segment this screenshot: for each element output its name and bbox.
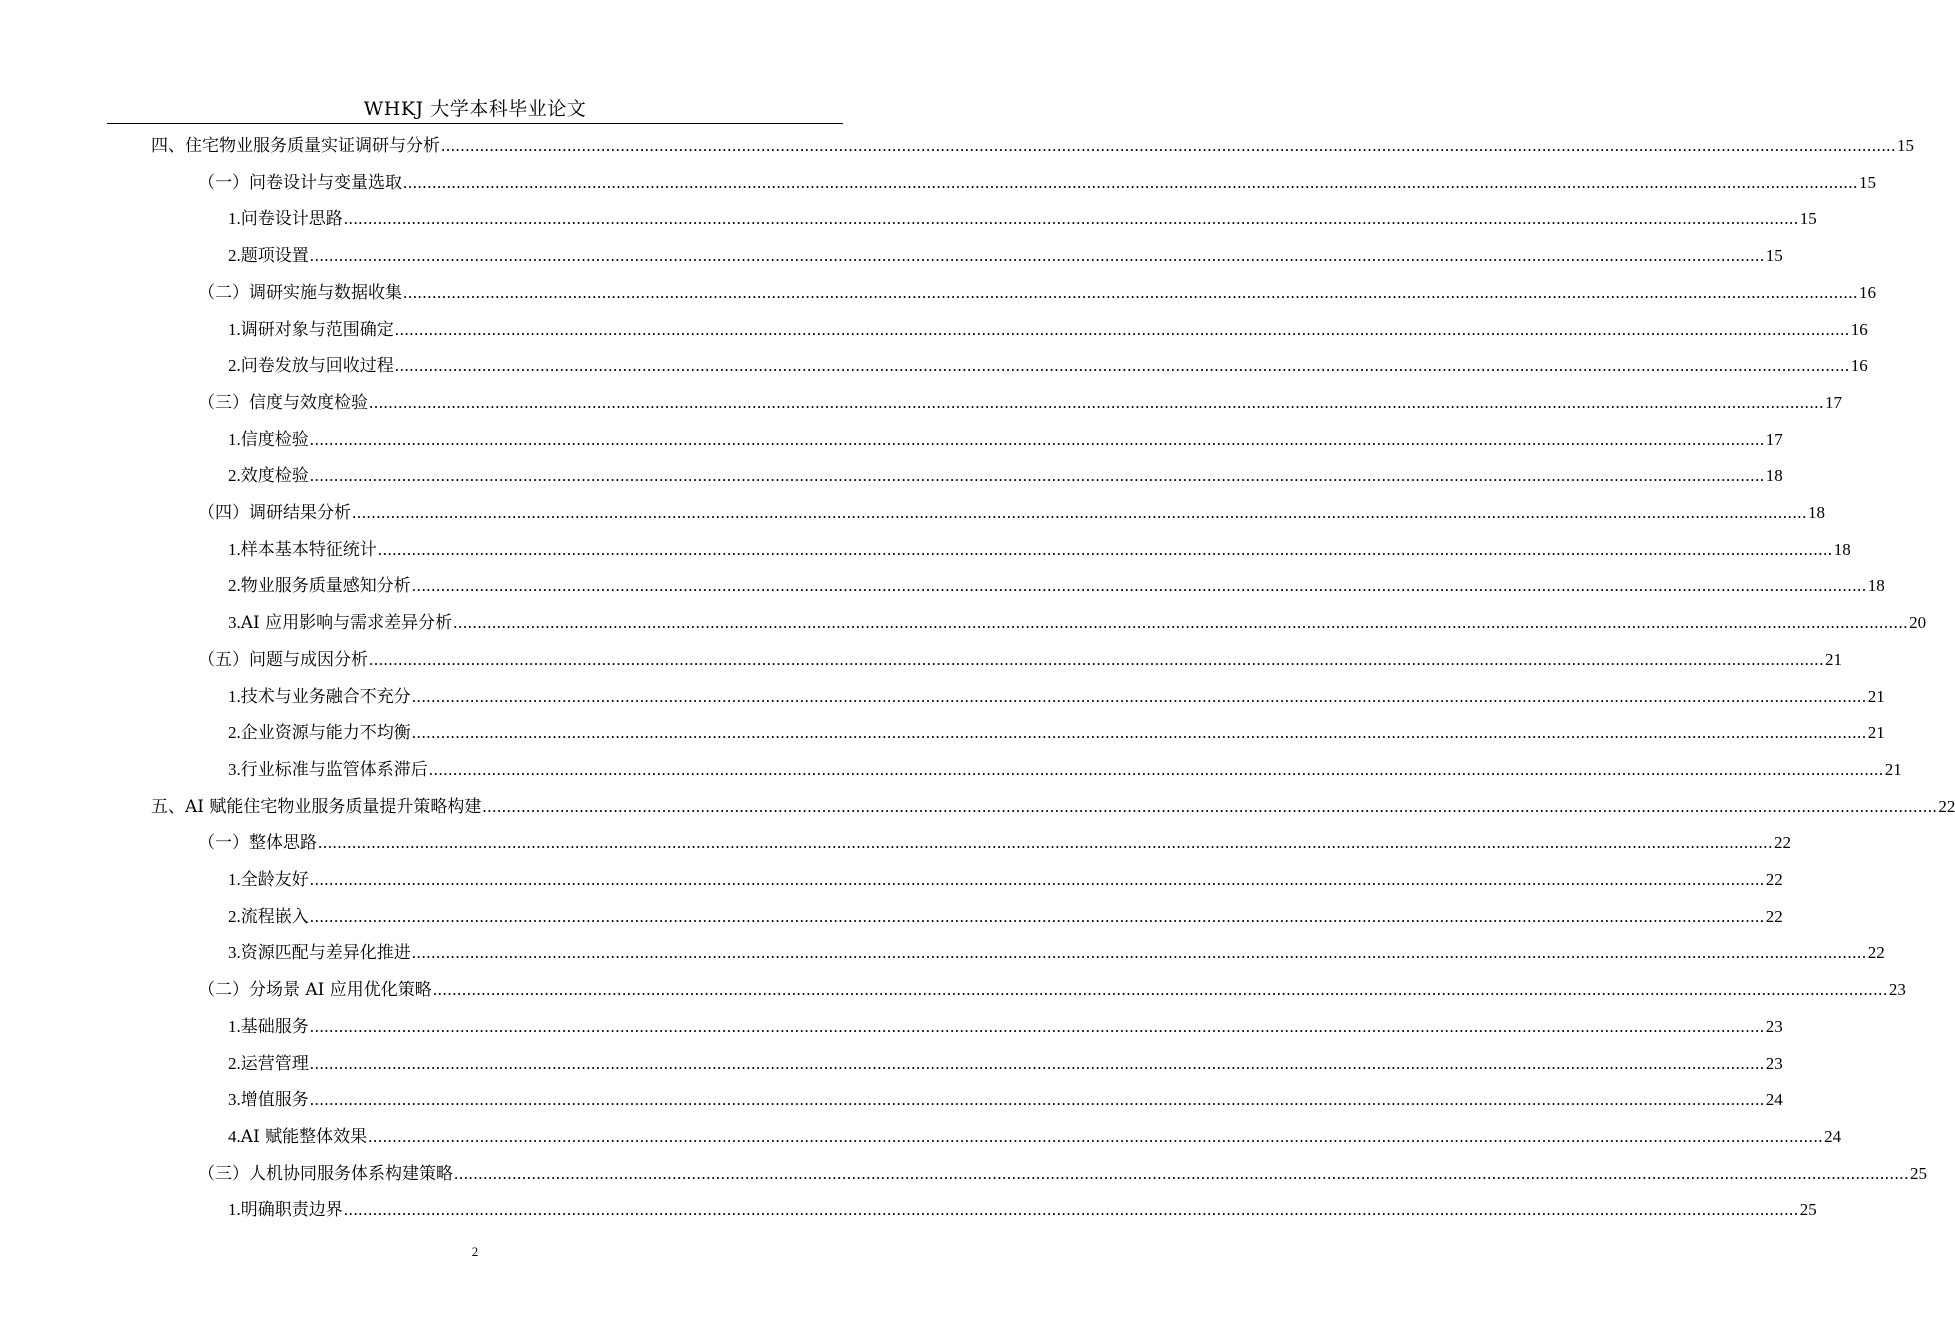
toc-entry[interactable] [198,378,1842,414]
toc-entry-number: （三） [198,392,249,413]
toc-dot-leader: ............................................................................................................................................................................................................................................................................................................ [309,429,1765,449]
toc-dot-leader: ............................................................................................................................................................................................................................................................................................................ [309,1016,1765,1036]
toc-entry-number: 2. [228,356,241,376]
toc-entry-title: 效度检验 [240,466,309,487]
toc-entry[interactable] [198,635,1842,671]
toc-entry-page: 22 [1938,796,1955,816]
toc-entry-page: 17 [1825,392,1842,412]
toc-dot-leader: ............................................................................................................................................................................................................................................................................................................ [411,723,1867,743]
toc-entry[interactable] [198,1149,1927,1185]
toc-entry-title: 问卷设计与变量选取 [249,172,402,193]
toc-dot-leader: ............................................................................................................................................................................................................................................................................................................ [411,576,1867,596]
toc-entry-page: 23 [1765,1016,1783,1036]
toc-entry[interactable] [228,855,1783,891]
toc-dot-leader: ............................................................................................................................................................................................................................................................................................................ [432,980,1888,1000]
toc-entry[interactable] [228,745,1902,781]
toc-entry-page: 22 [1765,870,1783,889]
toc-entry-page: 15 [1765,246,1783,266]
toc-entry-number: 1. [228,1200,241,1220]
toc-dot-leader: ............................................................................................................................................................................................................................................................................................................ [343,209,1799,229]
toc-entry-title: AI 赋能整体效果 [240,1126,368,1147]
toc-entry[interactable] [228,1112,1842,1148]
toc-entry-page: 20 [1909,613,1927,633]
toc-entry-page: 24 [1824,1126,1842,1146]
toc-entry-page: 15 [1859,172,1876,192]
toc-entry[interactable] [198,268,1876,304]
toc-entry-number: 2. [228,723,241,743]
toc-entry-title: 基础服务 [240,1016,309,1037]
toc-entry-page: 21 [1884,759,1902,779]
toc-entry-page: 23 [1888,980,1906,1000]
toc-dot-leader: ............................................................................................................................................................................................................................................................................................................ [318,833,1773,853]
toc-entry[interactable] [228,231,1783,267]
toc-dot-leader: ............................................................................................................................................................................................................................................................................................................ [309,870,1765,889]
toc-entry-title: 流程嵌入 [240,906,309,927]
toc-entry[interactable] [228,305,1868,341]
toc-entry[interactable] [228,341,1868,377]
toc-entry-number: （二） [198,980,249,1001]
toc-entry[interactable] [198,965,1906,1001]
toc-entry-title: 分场景 AI 应用优化策略 [249,980,432,1001]
toc-entry-number: 2. [228,466,241,486]
toc-dot-leader: ............................................................................................................................................................................................................................................................................................................ [309,466,1765,486]
toc-entry-number: 1. [228,319,241,339]
toc-entry-number: 1. [228,209,241,229]
toc-dot-leader: ............................................................................................................................................................................................................................................................................................................ [411,943,1867,963]
toc-entry-page: 22 [1765,906,1783,926]
toc-entry-number: 2. [228,576,241,596]
toc-dot-leader: ............................................................................................................................................................................................................................................................................................................ [352,503,1807,522]
toc-entry-title: 信度检验 [240,429,309,450]
toc-dot-leader: ............................................................................................................................................................................................................................................................................................................ [403,172,1858,192]
toc-entry[interactable] [228,708,1885,744]
toc-entry-title: 样本基本特征统计 [240,539,377,560]
toc-entry-title: 问题与成因分析 [249,649,368,670]
toc-entry-page: 21 [1867,723,1885,743]
toc-entry[interactable] [228,1185,1817,1221]
toc-entry-page: 16 [1850,319,1868,339]
toc-entry-page: 15 [1799,209,1817,229]
toc-entry-number: （二） [198,282,249,303]
toc-entry[interactable] [198,488,1825,524]
toc-entry-title: 企业资源与能力不均衡 [240,723,411,744]
toc-entry-number: 1. [228,429,241,449]
toc-dot-leader: ............................................................................................................................................................................................................................................................................................................ [309,1053,1765,1073]
toc-entry[interactable] [228,561,1885,597]
toc-entry-title: 调研结果分析 [249,503,351,523]
toc-entry-page: 25 [1799,1200,1817,1220]
toc-entry-title: 人机协同服务体系构建策略 [249,1163,453,1184]
toc-dot-leader: ............................................................................................................................................................................................................................................................................................................ [309,906,1765,926]
toc-dot-leader: ............................................................................................................................................................................................................................................................................................................ [369,649,1824,669]
toc-entry-page: 18 [1808,503,1825,522]
toc-entry[interactable] [228,892,1783,928]
toc-entry-title: AI 应用影响与需求差异分析 [240,613,453,634]
toc-entry-page: 22 [1774,833,1791,853]
toc-entry-page: 22 [1867,943,1885,963]
toc-dot-leader: ............................................................................................................................................................................................................................................................................................................ [403,282,1858,302]
toc-entry-number: 1. [228,539,241,559]
toc-entry-number: 3. [228,943,241,963]
toc-dot-leader: ............................................................................................................................................................................................................................................................................................................ [453,613,1909,633]
toc-entry-page: 16 [1859,282,1876,302]
toc-entry-title: 技术与业务融合不充分 [240,686,411,707]
toc-entry-number: 2. [228,906,241,926]
toc-entry-title: 全龄友好 [240,870,309,890]
toc-entry[interactable] [228,598,1927,634]
toc-dot-leader: ............................................................................................................................................................................................................................................................................................................ [343,1200,1799,1220]
toc-entry[interactable] [198,818,1791,854]
toc-entry[interactable] [151,782,1955,818]
toc-dot-leader: ............................................................................................................................................................................................................................................................................................................ [377,539,1833,559]
toc-dot-leader: ............................................................................................................................................................................................................................................................................................................ [309,246,1765,266]
toc-entry-page: 21 [1825,649,1842,669]
toc-entry-title: 调研实施与数据收集 [249,282,402,303]
toc-entry-number: 1. [228,1016,241,1036]
toc-entry-title: 调研对象与范围确定 [240,319,394,340]
toc-entry-number: 3. [228,759,241,779]
toc-entry-number: 1. [228,686,241,706]
toc-entry[interactable] [228,1039,1783,1075]
toc-entry-page: 21 [1867,686,1885,706]
toc-entry[interactable] [228,1002,1783,1038]
toc-entry-page: 25 [1910,1163,1927,1183]
toc-dot-leader: ............................................................................................................................................................................................................................................................................................................ [394,356,1850,376]
toc-entry-number: 2. [228,246,241,266]
toc-entry-title: 问卷设计思路 [240,209,343,230]
toc-entry-title: AI 赋能住宅物业服务质量提升策略构建 [185,796,482,817]
toc-entry-number: 3. [228,613,241,633]
toc-entry[interactable] [228,928,1885,964]
page-header-title: WHKJ 大学本科毕业论文 [363,98,587,120]
toc-entry[interactable] [151,121,1914,157]
toc-dot-leader: ............................................................................................................................................................................................................................................................................................................ [454,1163,1909,1183]
toc-entry-title: 住宅物业服务质量实证调研与分析 [185,136,440,156]
toc-entry-number: （一） [198,172,249,193]
toc-dot-leader: ............................................................................................................................................................................................................................................................................................................ [368,1126,1824,1146]
page-number: 2 [471,1244,479,1259]
toc-entry-title: 题项设置 [240,246,309,267]
toc-entry-page: 16 [1850,356,1868,376]
toc-entry-page: 18 [1833,539,1851,559]
toc-entry-number: 4. [228,1126,241,1146]
toc-dot-leader: ............................................................................................................................................................................................................................................................................................................ [394,319,1850,339]
toc-entry-number: 1. [228,870,241,889]
toc-entry[interactable] [228,194,1817,230]
toc-entry-title: 问卷发放与回收过程 [240,356,394,377]
toc-entry[interactable] [228,525,1851,561]
toc-dot-leader: ............................................................................................................................................................................................................................................................................................................ [482,796,1938,816]
toc-entry-page: 15 [1897,136,1914,155]
toc-entry[interactable] [228,672,1885,708]
toc-dot-leader: ............................................................................................................................................................................................................................................................................................................ [369,392,1824,412]
toc-entry-title: 物业服务质量感知分析 [240,576,411,597]
toc-entry-title: 资源匹配与差异化推进 [240,943,411,964]
toc-entry-title: 行业标准与监管体系滞后 [240,759,428,780]
toc-dot-leader: ............................................................................................................................................................................................................................................................................................................ [441,136,1896,155]
toc-entry-number: 五、 [151,796,185,817]
toc-entry-page: 23 [1765,1053,1783,1073]
toc-entry-page: 18 [1765,466,1783,486]
toc-entry-number: （一） [198,833,249,854]
toc-entry[interactable] [228,451,1783,487]
toc-entry-number: （三） [198,1163,249,1184]
toc-entry-title: 整体思路 [249,833,317,854]
toc-entry-title: 明确职责边界 [240,1200,343,1221]
toc-entry-number: 四、 [151,136,185,156]
toc-dot-leader: ............................................................................................................................................................................................................................................................................................................ [411,686,1867,706]
toc-dot-leader: ............................................................................................................................................................................................................................................................................................................ [428,759,1884,779]
toc-entry-page: 18 [1867,576,1885,596]
toc-entry[interactable] [228,415,1783,451]
toc-entry-page: 17 [1765,429,1783,449]
toc-entry-number: 2. [228,1053,241,1073]
toc-entry-number: 3. [228,1090,241,1110]
toc-dot-leader: ............................................................................................................................................................................................................................................................................................................ [309,1090,1765,1110]
toc-entry[interactable] [198,158,1876,194]
toc-entry-title: 运营管理 [240,1053,309,1074]
toc-entry-number: （四） [198,503,249,523]
toc-entry-number: （五） [198,649,249,670]
toc-entry-page: 24 [1765,1090,1783,1110]
toc-entry[interactable] [228,1075,1783,1111]
toc-entry-title: 增值服务 [240,1090,309,1111]
toc-entry-title: 信度与效度检验 [249,392,368,413]
